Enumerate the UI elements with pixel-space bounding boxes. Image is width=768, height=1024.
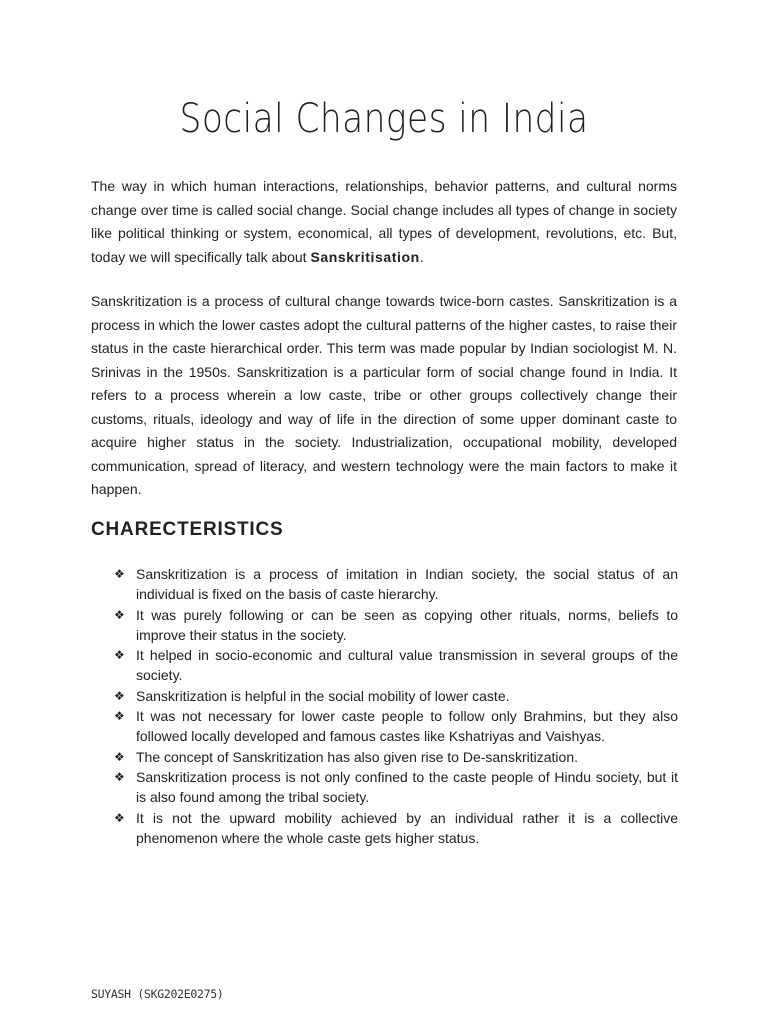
list-item-text: It was purely following or can be seen as copying other rituals, norms, beliefs to improve their status in the society. (136, 606, 678, 643)
list-item (114, 605, 678, 646)
list-item-text: Sanskritization is a process of imitation in Indian society, the social status of an individual is fixed on the basis of caste hierarchy. (136, 566, 678, 603)
page-footer: SUYASH (SKG202E0275) (91, 987, 224, 1001)
list-item (114, 767, 678, 808)
sanskritization-paragraph: Sanskritization is a process of cultural change towards twice-born castes. Sanskritization is a process in which the lower castes adopt the cultural patterns of the higher castes, to raise their status in the caste hierarchical order. This term was made popular by Indian sociologist M. N. Srinivas in the 1950s. Sanskritization is a particular form of social change found in India. It refers to a process wherein a low caste, tribe or other groups collectively change their customs, rituals, ideology and way of life in the direction of some upper dominant caste to acquire higher status in the society. Industrialization, occupational mobility, developed communication, spread of literacy, and western technology were the main factors to make it happen. (91, 293, 677, 497)
diamond-bullet-icon: ❖ (114, 749, 125, 764)
list-item-text: Sanskritization process is not only confined to the caste people of Hindu society, but it is also found among the tribal society. (136, 768, 678, 806)
list-item (114, 645, 678, 686)
intro-emphasis: Sanskritisation (310, 248, 420, 265)
list-item-text: It helped in socio-economic and cultural value transmission in several groups of the society. (136, 647, 678, 684)
intro-end: . (419, 248, 424, 265)
list-item (114, 808, 678, 849)
diamond-bullet-icon: ❖ (114, 769, 125, 784)
diamond-bullet-icon: ❖ (114, 810, 125, 825)
section-heading: CHARECTERISTICS (91, 519, 284, 540)
list-item (114, 686, 678, 706)
list-item (114, 706, 678, 747)
list-item (114, 747, 678, 767)
characteristics-list (114, 564, 678, 848)
list-item-text: It is not the upward mobility achieved by an individual rather it is a collective phenomenon where the whole caste gets higher status. (136, 809, 678, 846)
intro-text: The way in which human interactions, relationships, behavior patterns, and cultural norms change over time is called social change. Social change includes all types of change in society like political thinking or system, economical, all types of development, revolutions, etc. But, today we will specifically talk about (91, 178, 677, 265)
list-item-text: It was not necessary for lower caste people to follow only Brahmins, but they also followed locally developed and famous castes like Kshatriyas and Vaishyas. (136, 708, 678, 745)
list-item-text: Sanskritization is helpful in the social mobility of lower caste. (136, 687, 510, 704)
page-title: Social Changes in India (179, 96, 589, 142)
list-item (114, 564, 678, 605)
diamond-bullet-icon: ❖ (114, 607, 125, 622)
diamond-bullet-icon: ❖ (114, 567, 125, 581)
diamond-bullet-icon: ❖ (114, 688, 125, 703)
diamond-bullet-icon: ❖ (114, 709, 125, 724)
intro-paragraph (91, 175, 677, 269)
list-item-text: The concept of Sanskritization has also given rise to De-sanskritization. (136, 748, 578, 765)
diamond-bullet-icon: ❖ (114, 648, 125, 663)
